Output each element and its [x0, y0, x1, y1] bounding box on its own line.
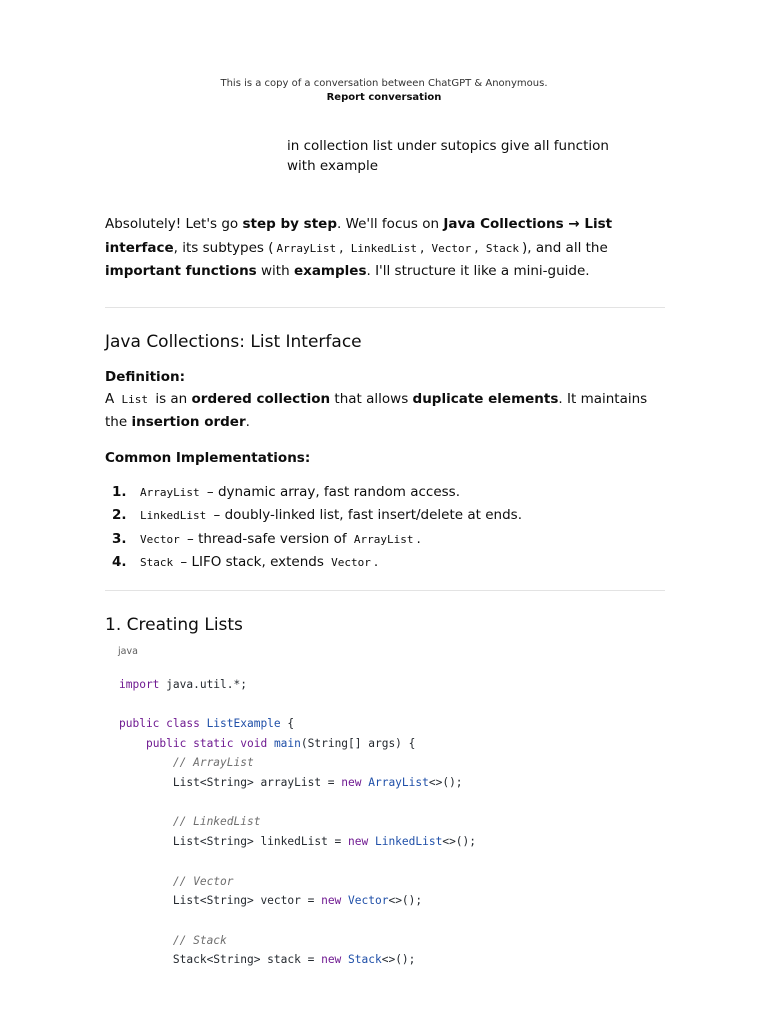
list-number: 1. [112, 483, 127, 500]
code-keyword: new [321, 953, 349, 967]
inline-code: ArrayList [140, 485, 200, 499]
intro-text: , [339, 239, 348, 256]
intro-text: , [474, 239, 483, 256]
intro-bold: examples [293, 263, 367, 279]
inline-code: LinkedList [350, 241, 417, 255]
code-comment: // Stack [172, 933, 227, 947]
code-indent [119, 737, 146, 750]
implementations-list [105, 481, 665, 575]
code-comment: // Vector [172, 874, 234, 888]
code-block[interactable] [119, 675, 665, 971]
intro-text: , [419, 239, 429, 256]
assistant-message [105, 213, 665, 970]
inline-code: Stack [485, 241, 520, 255]
def-text: . It maintains the [105, 390, 648, 430]
list-text: – doubly-linked list, fast insert/delete at ends. [209, 507, 522, 523]
intro-text: ), and all the [522, 239, 608, 256]
section-heading-list-interface: Java Collections: List Interface [105, 331, 362, 352]
def-text: is an [151, 390, 192, 407]
code-text: <>(); [442, 835, 477, 849]
code-keyword: public class [119, 716, 207, 730]
code-keyword: new [321, 894, 349, 908]
list-text: . [373, 554, 379, 570]
intro-bold: important functions [105, 263, 257, 279]
inline-code: Stack [140, 556, 174, 569]
definition-label: Definition: [105, 368, 185, 385]
intro-text: , its subtypes ( [173, 239, 274, 256]
intro-text: Absolutely! Let's go [105, 216, 243, 232]
def-text: that allows [330, 390, 413, 407]
section-heading-creating-lists: 1. Creating Lists [105, 614, 243, 635]
code-keyword: new [341, 776, 369, 790]
code-text: List<String> linkedList = [172, 835, 349, 849]
inline-code: List [121, 392, 149, 406]
common-implementations-label: Common Implementations: [105, 449, 311, 466]
inline-code: ArrayList [353, 532, 414, 546]
def-text: A [105, 390, 119, 407]
code-text: <>(); [388, 894, 423, 908]
code-language-label: java [118, 645, 138, 657]
code-class-name: ListExample [206, 716, 281, 730]
list-number: 2. [112, 507, 127, 523]
code-class-name: Vector [348, 894, 389, 908]
def-text: . [245, 414, 250, 430]
intro-text: with [256, 263, 294, 279]
list-item [105, 481, 665, 505]
divider [105, 307, 665, 308]
definition-paragraph [105, 388, 665, 435]
user-message: in collection list under sutopics give all function with example [287, 138, 609, 174]
list-text: . [416, 530, 421, 547]
inline-code: LinkedList [140, 509, 207, 522]
code-class-name: ArrayList [368, 776, 429, 790]
code-keyword: new [348, 835, 375, 849]
share-notice-text: This is a copy of a conversation between ChatGPT & Anonymous. [220, 78, 548, 89]
code-class-name: LinkedList [374, 835, 443, 849]
code-text: java.util.*; [159, 677, 247, 691]
intro-bold: step by step [242, 216, 337, 232]
inline-code: Vector [140, 532, 180, 546]
inline-code: Vector [331, 556, 371, 569]
code-text: <>(); [381, 953, 416, 967]
code-comment: // LinkedList [172, 815, 261, 829]
code-text: <>(); [428, 776, 463, 790]
intro-text: . We'll focus on [336, 216, 444, 232]
code-class-name: Stack [348, 953, 382, 967]
code-text: List<String> arrayList = [172, 776, 342, 790]
code-comment: // ArrayList [172, 756, 254, 770]
intro-bold: Java Collections → List interface [105, 216, 613, 256]
def-bold: ordered collection [191, 390, 331, 407]
list-number: 4. [112, 554, 127, 570]
inline-code: ArrayList [276, 241, 337, 255]
def-bold: duplicate elements [412, 390, 559, 407]
code-keyword: public static void [145, 736, 274, 750]
share-notice [0, 77, 768, 104]
list-item [105, 504, 665, 528]
code-text: List<String> vector = [172, 894, 322, 908]
intro-paragraph [105, 213, 665, 284]
report-conversation-link[interactable]: Report conversation [326, 92, 442, 103]
intro-text: . I'll structure it like a mini-guide. [366, 263, 590, 279]
code-text: { [280, 716, 295, 730]
list-item [105, 528, 665, 552]
list-number: 3. [112, 530, 127, 547]
list-text: – dynamic array, fast random access. [202, 483, 460, 500]
code-text: Stack<String> stack = [172, 953, 322, 967]
code-function-name: main [273, 736, 301, 750]
list-text: – thread-safe version of [182, 530, 351, 547]
def-bold: insertion order [131, 414, 246, 430]
code-keyword: import [119, 677, 160, 691]
inline-code: Vector [431, 241, 472, 255]
list-item [105, 551, 665, 575]
list-text: – LIFO stack, extends [176, 554, 329, 570]
code-text: (String[] args) { [300, 736, 416, 750]
divider [105, 590, 665, 591]
